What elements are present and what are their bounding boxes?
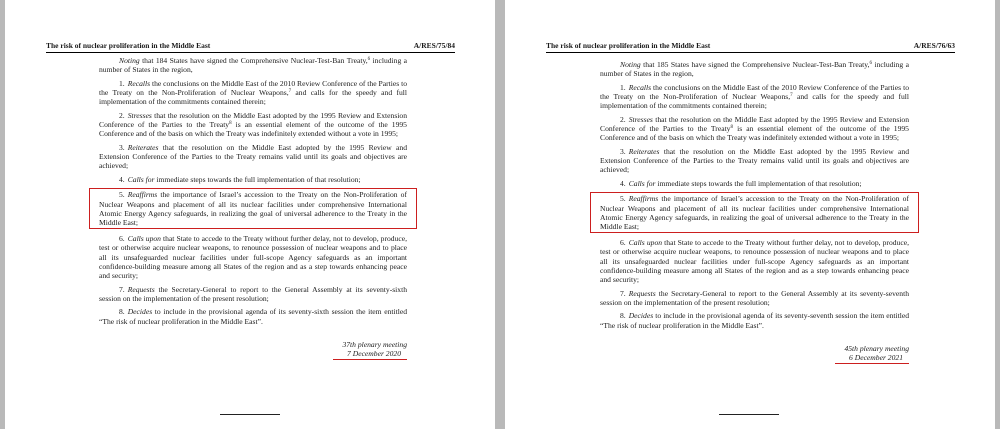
header-title: The risk of nuclear proliferation in the Middle East — [46, 41, 211, 50]
header-title: The risk of nuclear proliferation in the Middle East — [546, 41, 711, 50]
preamble-noting: Noting that 184 States have signed the Comprehensive Nuclear-Test-Ban Treaty,$^6$ including a number of States in the region, — [99, 56, 407, 75]
operative-para-5: 5. Reaffirms the importance of Israel’s accession to the Treaty on the Non-Proliferation of Nuclear Weapons and placement of all its nuclear facilities under comprehensive International Atomic Energy Agency safeguards, in realizing the goal of universal adherence to the Treaty in the Middle East; — [99, 190, 407, 227]
document-page-left — [5, 0, 495, 429]
operative-para-2: 2. Stresses that the resolution on the Middle East adopted by the 1995 Review and Extension Conference of the Parties to the Treaty$^8$ is an essential element of the outcome of the 1995 Conference and of the basis on which the Treaty was indefinitely extended without a vote in 1995; — [600, 114, 909, 143]
resolution-body — [99, 56, 407, 360]
resolution-body — [600, 60, 909, 364]
operative-para-4: 4. Calls for immediate steps towards the full implementation of that resolution; — [620, 178, 862, 188]
highlight-box-para-5 — [89, 188, 417, 229]
operative-para-3: 3. Reiterates that the resolution on the Middle East adopted by the 1995 Review and Extension Conference of the Parties to the Treaty remains valid until its goals and objectives are achieved; — [600, 146, 909, 175]
document-page-right — [505, 0, 995, 429]
document-symbol: A/RES/76/63 — [913, 41, 955, 50]
highlight-box-para-5 — [590, 192, 919, 233]
operative-para-7: 7. Requests the Secretary-General to report to the General Assembly at its seventy-sixth session on the implementation of the present resolution; — [99, 284, 407, 303]
operative-para-6: 6. Calls upon that State to accede to the Treaty without further delay, not to develop, produce, test or otherwise acquire nuclear weapons, to renounce possession of nuclear weapons and to place all its unsafeguarded nuclear facilities under full-scope Agency safeguards as an important confidence-building measure among all States of the region and as a step towards enhancing peace and security; — [99, 234, 407, 281]
operative-para-6: 6. Calls upon that State to accede to the Treaty without further delay, not to develop, produce, test or otherwise acquire nuclear weapons, to renounce possession of nuclear weapons and to place all its unsafeguarded nuclear facilities under full-scope Agency safeguards as an important confidence-building measure among all States of the region and as a step towards enhancing peace and security; — [600, 238, 909, 285]
operative-para-3: 3. Reiterates that the resolution on the Middle East adopted by the 1995 Review and Extension Conference of the Parties to the Treaty remains valid until its goals and objectives are achieved; — [99, 142, 407, 171]
operative-para-4: 4. Calls for immediate steps towards the full implementation of that resolution; — [119, 174, 361, 184]
page-header — [46, 38, 455, 53]
operative-para-8: 8. Decides to include in the provisional agenda of its seventy-seventh session the item entitled “The risk of nuclear proliferation in the Middle East”. — [600, 311, 909, 330]
plenary-meeting: 45th plenary meeting — [844, 343, 909, 353]
operative-para-8: 8. Decides to include in the provisional agenda of its seventy-sixth session the item entitled “The risk of nuclear proliferation in the Middle East”. — [99, 307, 407, 326]
operative-para-2: 2. Stresses that the resolution on the Middle East adopted by the 1995 Review and Extension Conference of the Parties to the Treaty$^8$ is an essential element of the outcome of the 1995 Conference and of the basis on which the Treaty was indefinitely extended without a vote in 1995; — [99, 110, 407, 139]
preamble-noting: Noting that 185 States have signed the Comprehensive Nuclear-Test-Ban Treaty,$^6$ including a number of States in the region, — [600, 60, 909, 79]
page-header — [546, 38, 955, 53]
operative-para-7: 7. Requests the Secretary-General to report to the General Assembly at its seventy-seventh session on the implementation of the present resolution; — [600, 288, 909, 307]
adoption-date: 7 December 2020 — [333, 349, 407, 360]
closing-block — [600, 344, 909, 364]
footer-rule — [719, 414, 779, 415]
document-symbol: A/RES/75/84 — [413, 41, 455, 50]
plenary-meeting: 37th plenary meeting — [342, 339, 407, 349]
operative-para-1: 1. Recalls the conclusions on the Middle East of the 2010 Review Conference of the Parties to the Treaty on the Non-Proliferation of Nuclear Weapons,$^7$ and calls for the speedy and full implementation of the commitments contained therein; — [600, 82, 909, 111]
operative-para-5: 5. Reaffirms the importance of Israel’s accession to the Treaty on the Non-Proliferation of Nuclear Weapons and placement of all its nuclear facilities under comprehensive International Atomic Energy Agency safeguards, in realizing the goal of universal adherence to the Treaty in the Middle East; — [600, 194, 909, 231]
adoption-date: 6 December 2021 — [835, 353, 909, 364]
footer-rule — [220, 414, 280, 415]
closing-block — [99, 340, 407, 360]
operative-para-1: 1. Recalls the conclusions on the Middle East of the 2010 Review Conference of the Parties to the Treaty on the Non-Proliferation of Nuclear Weapons,$^7$ and calls for the speedy and full implementation of the commitments contained therein; — [99, 78, 407, 107]
